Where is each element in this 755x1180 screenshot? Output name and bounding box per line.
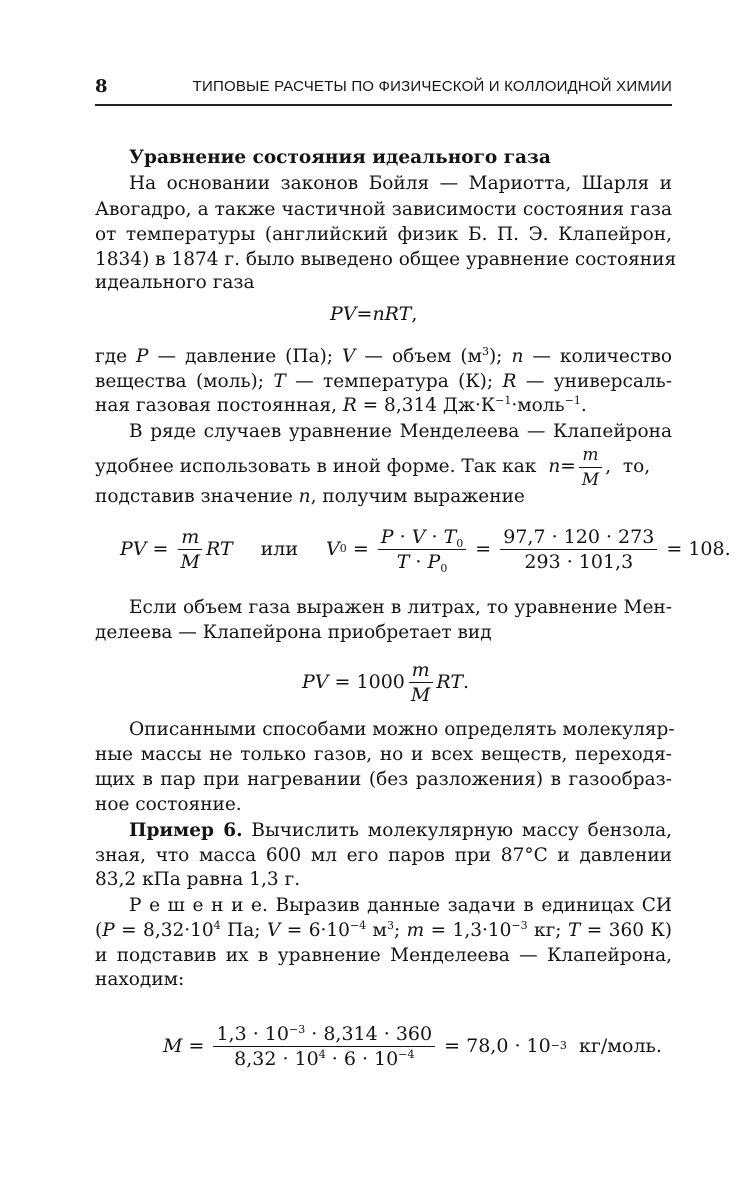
solution-line: и подставив их в уравнение Менделеева — Клапейрона, [95,945,672,966]
symbol: n [548,456,561,477]
formula-fraction [178,526,203,573]
text-run: , то, [605,456,651,477]
formula-punctuation: . [463,671,470,693]
solution-line: Р е ш е н и е. Выразив данные задачи в единицах СИ [129,895,672,916]
solution-line: находим: [95,969,185,990]
fraction-denominator [394,550,451,573]
fraction-numerator [213,1023,435,1047]
operator: · [393,525,412,548]
paragraph-line [95,369,672,395]
superscript: 3 [386,919,394,932]
formula-result: = 108. [660,538,731,560]
mendeleev-clapeyron-liters [302,656,469,708]
formula-punctuation: , [411,303,418,325]
formula-symbol: RT [205,538,233,560]
formula-operator: = 1000 [328,671,405,693]
example-line: 83,2 кПа равна 1,3 г. [95,869,301,890]
text-run: ; [393,920,407,941]
conjunction-text: или [260,538,299,560]
fraction-denominator: M [581,469,600,490]
text-run: . [580,395,587,416]
superscript: −1 [564,394,581,407]
running-title: ТИПОВЫЕ РАСЧЕТЫ ПО ФИЗИЧЕСКОЙ И КОЛЛОИДНОЙ ХИМИИ [192,78,672,95]
text-run: · 6 · 10 [325,1047,399,1070]
fraction-denominator: M [180,550,200,573]
molar-mass-calculation: M = $\frac{1,3 \cdot 10^{-3} \cdot 8,314 \cdot 360}{8,32 \cdot 10^4 \cdot 6 \cdot 10^{-4}}$ = 78,0 · 10 −3 кг/моль. [163,1022,662,1070]
text-run: = 1,3·10 [424,920,512,941]
text-run: удобнее использовать в иной форме. Так как [95,456,537,477]
paragraph-line: В ряде случаев уравнение Менделеева — Клапейрона [129,421,672,442]
text-run: — давление (Па); [148,346,343,367]
formula-operator: = [469,538,498,560]
superscript: −4 [398,1047,415,1061]
example-line: зная, что масса 600 мл его паров при 87°С и давлении [95,845,672,866]
formula-operator: = [560,456,576,477]
fraction-denominator: M [410,683,431,706]
text-run: подставив значение [95,486,299,507]
symbol: R [502,371,517,392]
text-run: , получим выражение [310,486,525,507]
symbol: T [567,920,581,941]
unit-label: кг/моль. [566,1035,662,1057]
superscript: −3 [511,919,528,932]
fraction-numerator: 97,7 · 120 · 273 [500,526,657,550]
text-run: кг; [527,920,568,941]
paragraph-line: ные массы не только газов, но и всех веществ, переходя- [95,744,672,765]
formula-symbol: nRT [372,303,412,325]
formula-fraction [378,526,466,573]
text-run: — количество [523,346,672,367]
text-run: ( [95,920,103,941]
formula-operator: = [356,303,373,325]
paragraph-line [95,344,672,370]
paragraph-line: 1834) в 1874 г. было выведено общее уравнение состояния [95,249,677,270]
symbol: P [380,525,394,548]
paragraph-line: Описанными способами можно определять молекуляр- [129,719,675,740]
formula-operator: = [182,1035,211,1057]
fraction-denominator: 293 · 101,3 [524,550,634,573]
paragraph-line: делеева — Клапейрона приобретает вид [95,622,492,643]
symbol: V [342,346,356,367]
fraction-numerator [378,526,466,550]
paragraph-line: Если объем газа выражен в литрах, то уравнение Мен- [129,597,672,618]
text-run: ная газовая постоянная, [95,395,343,416]
subscript: 0 [440,561,448,575]
superscript: −3 [288,1022,306,1036]
symbol: m [406,920,425,941]
text-run: — объем (м [355,346,482,367]
formula-fraction [500,526,657,573]
formula-symbol: RT [436,671,463,693]
paragraph-line: ное состояние. [95,794,242,815]
paragraph-line: от температуры (английский физик Б. П. Э. Клапейрон, [95,224,672,245]
header-rule [95,104,672,106]
formula-symbol: M [163,1035,183,1057]
text-run: где [95,346,137,367]
symbol: V [411,525,426,548]
symbol: n [298,486,311,507]
text-run: Па; [220,920,267,941]
symbol: T [273,371,286,392]
text-run: — температура (К); [285,371,503,392]
text-run: 1,3 · 10 [216,1022,289,1045]
text-run: ); [488,346,512,367]
superscript: −1 [495,394,512,407]
formula-result: = 78,0 · 10 [438,1035,551,1057]
paragraph-line: Авогадро, а также частичной зависимости состояния газа [95,199,672,220]
formula-operator: = [346,538,375,560]
example-label: Пример 6. [129,820,243,841]
formula-symbol: PV [120,538,147,560]
symbol: n [511,346,524,367]
fraction-numerator: m [579,444,601,468]
text-run: — универсаль- [516,371,672,392]
operator: · [425,525,444,548]
section-heading: Уравнение состояния идеального газа [129,147,551,168]
text-run: Вычислить молекулярную массу бензола, [242,820,672,841]
symbol: V [266,920,281,941]
text-run: вещества (моль); [95,371,274,392]
operator: · [409,550,428,573]
example-line [95,818,672,844]
formula-symbol: PV [330,303,357,325]
mendeleev-clapeyron-forms: PV = $\frac{m}{M}$ RT или V 0 = $\frac{P \cdot V \cdot T_0}{T \cdot P_0}$ = $\frac{97,7 \cdot 120 \cdot 273}{293 \cdot 101,3}$ = 108. [120,525,731,575]
paragraph-line: щих в пар при нагревании (без разложения) в газообраз- [95,769,672,790]
text-run: · 8,314 · 360 [305,1022,433,1045]
symbol: P [136,346,149,367]
symbol: P [102,920,115,941]
text-run: = 8,32·10 [114,920,214,941]
paragraph-line [95,393,672,419]
paragraph-line: идеального газа [95,272,255,293]
page-number: 8 [95,76,108,97]
formula-symbol: PV [302,671,329,693]
symbol: T [443,525,457,548]
fraction-numerator: m [409,659,433,683]
running-header [95,72,672,102]
text-run: м [366,920,387,941]
subscript: 0 [456,536,464,550]
formula-symbol: V [326,538,340,560]
text-run: ·моль [511,395,565,416]
paragraph-line: На основании законов Бойля — Мариотта, Шарля и [129,173,672,194]
ideal-gas-equation [330,303,417,325]
superscript: 4 [213,919,221,932]
symbol: R [342,395,357,416]
formula-fraction [213,1023,435,1070]
text-run: = 6·10 [280,920,350,941]
text-run: = 8,314 Дж·К [356,395,496,416]
symbol: T [396,550,410,573]
fraction-denominator [231,1047,417,1070]
formula-fraction [408,659,433,706]
formula-operator: = [146,538,175,560]
solution-line [95,918,672,944]
text-run: 8,32 · 10 [234,1047,319,1070]
paragraph-line [95,484,672,510]
text-run: = 360 К) [580,920,672,941]
symbol: P [427,550,441,573]
superscript: 4 [318,1047,326,1061]
fraction-numerator: m [178,526,202,550]
superscript: 3 [481,345,489,358]
superscript: −4 [349,919,367,932]
